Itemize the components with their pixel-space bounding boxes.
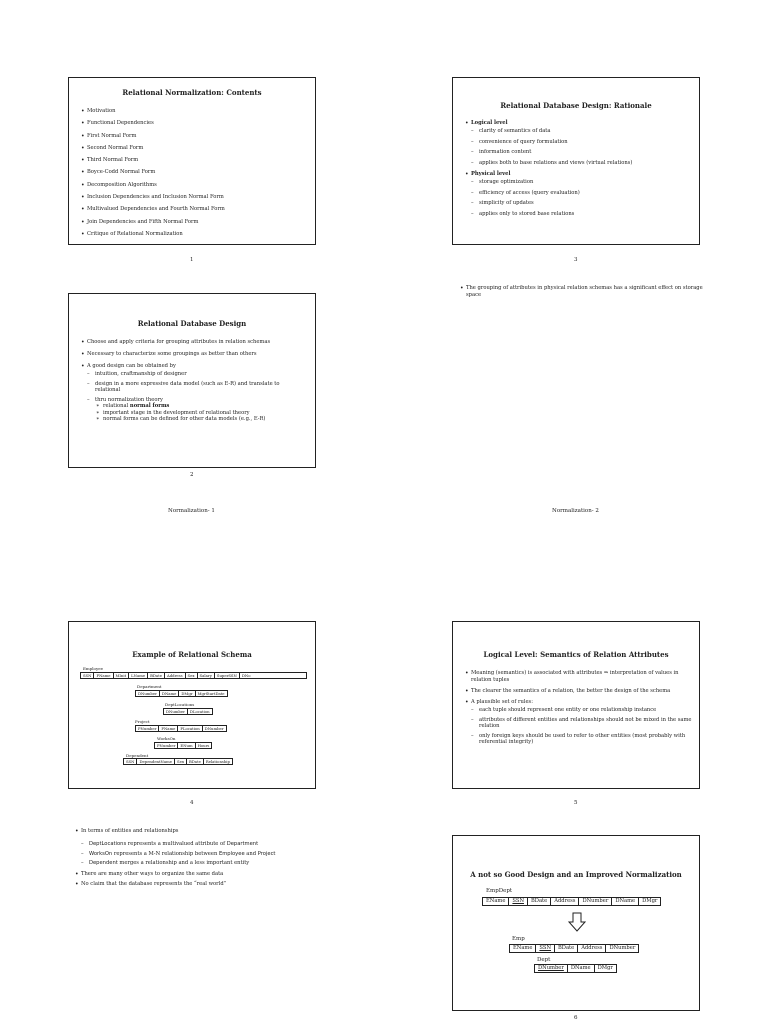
attribute: ENum bbox=[178, 743, 195, 748]
sub-item bbox=[75, 841, 335, 848]
note-item: • The grouping of attributes in physical relation schemas has a significant effect on storage space bbox=[460, 285, 705, 299]
slide-design bbox=[68, 293, 316, 468]
page-number: 6 bbox=[574, 1015, 578, 1021]
employee-relation bbox=[80, 672, 307, 679]
attribute: BDate bbox=[187, 759, 204, 764]
attribute: MInit bbox=[114, 673, 130, 678]
logical-sublist bbox=[465, 128, 632, 166]
attribute: Salary bbox=[198, 673, 215, 678]
workson-relation bbox=[154, 742, 212, 749]
list-item: • Meaning (semantics) is associated with attributes ⇒ interpretation of values in relation tuples bbox=[465, 670, 695, 684]
attribute: DNumber bbox=[204, 726, 224, 731]
sub-item: – clarity of semantics of data bbox=[465, 128, 632, 135]
sub-item: – each tuple should represent one entity or one relationship instance bbox=[465, 707, 695, 714]
attribute: Address bbox=[578, 945, 606, 952]
down-arrow-icon bbox=[568, 912, 586, 932]
list-item: • Choose and apply criteria for grouping attributes in relation schemas bbox=[81, 339, 306, 346]
attribute: DMgr bbox=[597, 965, 613, 971]
subsub-text: relational bbox=[103, 403, 130, 409]
empdept-relation bbox=[482, 897, 661, 906]
relation-name: Dependent bbox=[89, 860, 118, 866]
dependent-label: Dependent bbox=[126, 753, 149, 758]
item-text: A good design can be obtained by bbox=[87, 363, 176, 369]
list-item: • Boyce-Codd Normal Form bbox=[81, 169, 225, 176]
note-text: In terms of entities and relationships bbox=[81, 828, 179, 834]
list-item bbox=[465, 699, 695, 746]
sub-item: – intuition, craftmanship of designer bbox=[81, 371, 306, 378]
attribute: EName bbox=[510, 945, 536, 952]
sub-item bbox=[75, 851, 335, 858]
design-sublist bbox=[81, 371, 306, 423]
note-item bbox=[75, 828, 335, 867]
attribute: DNumber bbox=[136, 691, 160, 696]
contents-list bbox=[81, 108, 225, 238]
slide-title: Relational Normalization: Contents bbox=[122, 88, 262, 97]
list-item: • Functional Dependencies bbox=[81, 120, 225, 127]
attribute: BDate bbox=[148, 673, 165, 678]
sub-text: represents a multivalued attribute of bbox=[126, 841, 227, 847]
note-sublist bbox=[75, 841, 335, 867]
project-label: Project bbox=[135, 719, 150, 724]
attribute: Sex bbox=[186, 673, 198, 678]
emp-label: Emp bbox=[512, 936, 525, 942]
relation-name: Project bbox=[257, 850, 276, 857]
note-item: • There are many other ways to organize the same data bbox=[75, 871, 335, 878]
attribute: Address bbox=[551, 898, 579, 905]
attribute: SSN bbox=[81, 673, 94, 678]
list-item bbox=[465, 120, 632, 166]
normal-forms-sublist bbox=[81, 403, 306, 423]
dept-relation bbox=[534, 964, 617, 973]
list-item: • Multivalued Dependencies and Fourth Normal Form bbox=[81, 206, 225, 213]
note-item: • No claim that the database represents the “real world” bbox=[75, 881, 335, 888]
attribute: Hours bbox=[197, 743, 210, 748]
attribute: Relationship bbox=[205, 759, 230, 764]
attribute: DNumber bbox=[579, 898, 612, 905]
physical-level-label: Physical level bbox=[471, 171, 511, 177]
slide-contents bbox=[68, 77, 316, 245]
footer-right: Normalization- 2 bbox=[552, 508, 599, 514]
sub-item: – storage optimization bbox=[465, 179, 632, 186]
relation-name: Department bbox=[226, 841, 259, 847]
logical-level-label: Logical level bbox=[471, 120, 508, 126]
list-item: • Inclusion Dependencies and Inclusion Normal Form bbox=[81, 194, 225, 201]
sub-item: – convenience of query formulation bbox=[465, 139, 632, 146]
attribute: PName bbox=[159, 726, 178, 731]
attribute: Sex bbox=[175, 759, 187, 764]
physical-sublist bbox=[465, 179, 632, 217]
sub-item: – applies only to stored base relations bbox=[465, 211, 632, 218]
dependent-relation bbox=[123, 758, 233, 765]
attribute: LName bbox=[129, 673, 148, 678]
attribute: Address bbox=[165, 673, 186, 678]
list-item: • Decomposition Algorithms bbox=[81, 182, 225, 189]
list-item bbox=[465, 171, 632, 217]
slide-title: Example of Relational Schema bbox=[132, 650, 252, 659]
attribute: DependentName bbox=[137, 759, 175, 764]
rationale-list bbox=[465, 120, 632, 217]
emp-relation bbox=[509, 944, 639, 953]
empdept-label: EmpDept bbox=[486, 888, 513, 894]
relation-name: DeptLocations bbox=[89, 841, 127, 847]
slide-rationale bbox=[452, 77, 700, 245]
page-number: 1 bbox=[190, 257, 194, 263]
storage-note bbox=[460, 285, 705, 299]
design-list bbox=[81, 339, 306, 423]
list-item: • First Normal Form bbox=[81, 133, 225, 140]
department-relation bbox=[135, 690, 228, 697]
deptlocations-label: DeptLocations bbox=[165, 702, 195, 707]
list-item: • The clearer the semantics of a relation, the better the design of the schema bbox=[465, 688, 695, 695]
attribute: BDate bbox=[528, 898, 551, 905]
attribute: SuperSSN bbox=[215, 673, 240, 678]
sub-item: – efficiency of access (query evaluation) bbox=[465, 190, 632, 197]
attribute: DNumber bbox=[609, 945, 636, 951]
list-item: • Necessary to characterize some groupings as better than others bbox=[81, 351, 306, 358]
list-item: • Third Normal Form bbox=[81, 157, 225, 164]
page-number: 4 bbox=[190, 800, 194, 806]
sub-item: – applies both to base relations and views (virtual relations) bbox=[465, 160, 632, 167]
sub-item: – information content bbox=[465, 149, 632, 156]
attribute: PNumber bbox=[136, 726, 159, 731]
item-text: A plausible set of rules: bbox=[471, 699, 533, 705]
sub-item-text: thru normalization theory bbox=[95, 396, 163, 403]
sub-item bbox=[81, 397, 306, 423]
schema-notes bbox=[75, 828, 335, 888]
rules-sublist bbox=[465, 707, 695, 746]
list-item bbox=[81, 363, 306, 423]
list-item: • Join Dependencies and Fifth Normal Form bbox=[81, 219, 225, 226]
relation-name: Employee bbox=[218, 850, 245, 857]
footer-left: Normalization- 1 bbox=[168, 508, 215, 514]
deptlocations-relation bbox=[163, 708, 213, 715]
attribute: DNumber bbox=[164, 709, 188, 714]
employee-label: Employee bbox=[83, 666, 103, 671]
attribute: PLocation bbox=[178, 726, 202, 731]
attribute: SSN bbox=[536, 945, 555, 952]
semantics-list bbox=[465, 670, 695, 746]
attribute: DNumber bbox=[535, 965, 568, 972]
slide-title: Logical Level: Semantics of Relation Attributes bbox=[483, 650, 669, 659]
sub-item bbox=[75, 860, 335, 867]
sub-item: – attributes of different entities and relationships should not be mixed in the same relation bbox=[465, 717, 695, 730]
normal-forms-term: normal forms bbox=[129, 403, 170, 409]
sub-text: merges a relationship and a less important entity bbox=[117, 860, 250, 866]
list-item: • Motivation bbox=[81, 108, 225, 115]
sub-item: – design in a more expressive data model (such as E-R) and translate to relational bbox=[81, 381, 306, 394]
department-label: Department bbox=[137, 684, 162, 689]
slide-title: Relational Database Design: Rationale bbox=[500, 101, 652, 110]
subsub-item: ∗ important stage in the development of relational theory bbox=[81, 410, 306, 417]
relation-name: WorksOn bbox=[89, 850, 113, 857]
attribute: SSN bbox=[124, 759, 137, 764]
slide-title: A not so Good Design and an Improved Normalization bbox=[470, 870, 682, 879]
attribute: DName bbox=[568, 965, 595, 972]
attribute: DMgr bbox=[179, 691, 195, 696]
slide-schema-example bbox=[68, 621, 316, 789]
project-relation bbox=[135, 725, 227, 732]
attribute: BDate bbox=[555, 945, 578, 952]
attribute: DNo bbox=[241, 673, 251, 678]
slide-semantics bbox=[452, 621, 700, 789]
attribute: FName bbox=[94, 673, 113, 678]
list-item: • Second Normal Form bbox=[81, 145, 225, 152]
list-item: • Critique of Relational Normalization bbox=[81, 231, 225, 238]
attribute: MgrStartDate bbox=[197, 691, 225, 696]
attribute: DName bbox=[160, 691, 179, 696]
sub-item: – simplicity of updates bbox=[465, 200, 632, 207]
slide-title: Relational Database Design bbox=[137, 319, 247, 328]
attribute: DMgr bbox=[642, 898, 658, 904]
slide-improved-normalization bbox=[452, 835, 700, 1011]
attribute: PNumber bbox=[155, 743, 178, 748]
subsub-item: ∗ normal forms can be defined for other data models (e.g., E-R) bbox=[81, 416, 306, 423]
attribute: EName bbox=[483, 898, 509, 905]
workson-label: WorksOn bbox=[157, 736, 176, 741]
sub-text: and bbox=[244, 850, 258, 857]
page-number: 3 bbox=[574, 257, 578, 263]
sub-item: – only foreign keys should be used to refer to other entities (most probably with referential integrity) bbox=[465, 733, 695, 746]
attribute: DLocation bbox=[189, 709, 210, 714]
attribute: DName bbox=[612, 898, 639, 905]
sub-text: represents a M-N relationship between bbox=[112, 850, 219, 857]
attribute: SSN bbox=[509, 898, 528, 905]
page-number: 2 bbox=[190, 472, 194, 478]
page-number: 5 bbox=[574, 800, 578, 806]
dept-label: Dept bbox=[537, 957, 551, 963]
